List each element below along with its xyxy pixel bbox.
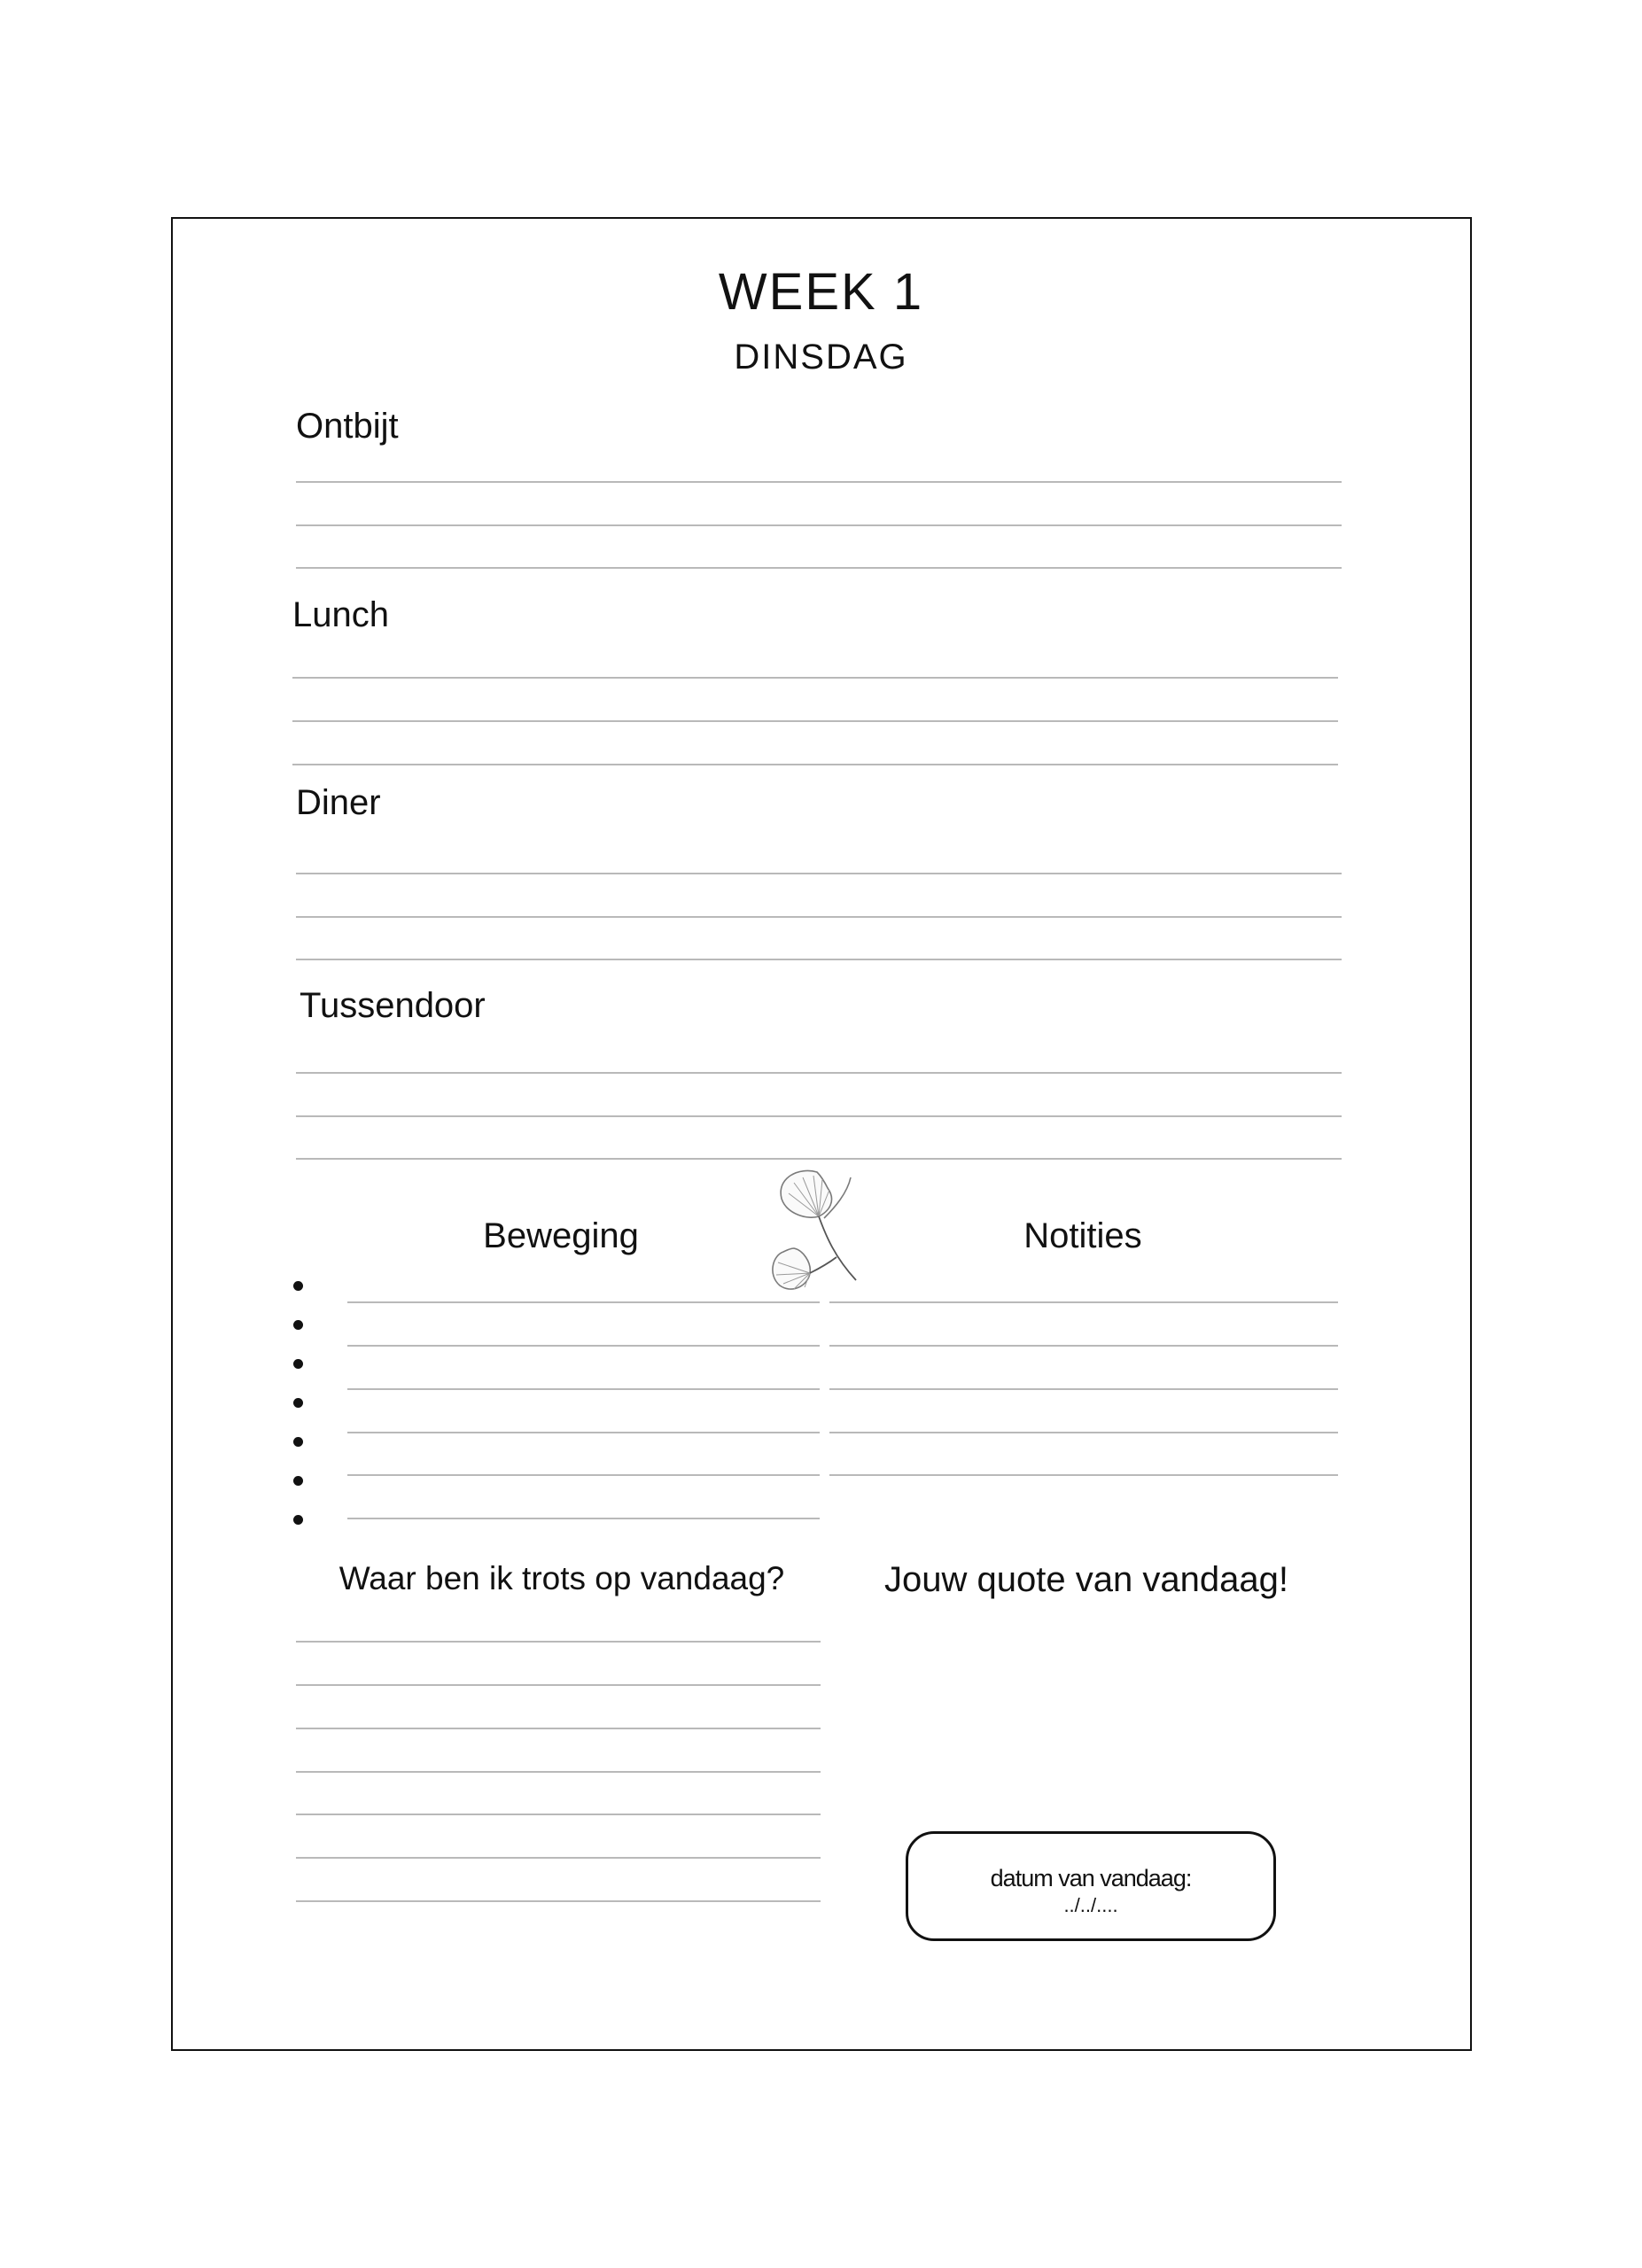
- breakfast-line-3[interactable]: [296, 567, 1342, 569]
- movement-bullet: [293, 1398, 303, 1408]
- movement-line-4[interactable]: [347, 1432, 820, 1433]
- notes-heading: Notities: [1023, 1216, 1142, 1255]
- proud-line-1[interactable]: [296, 1641, 821, 1643]
- notes-line-4[interactable]: [829, 1432, 1338, 1433]
- quote-heading: Jouw quote van vandaag!: [884, 1560, 1288, 1599]
- movement-bullet: [293, 1281, 303, 1291]
- snacks-line-1[interactable]: [296, 1072, 1342, 1074]
- ginkgo-leaf-icon: [764, 1165, 863, 1298]
- page-title: WEEK 1: [718, 263, 924, 321]
- lunch-line-3[interactable]: [292, 764, 1338, 765]
- snacks-line-3[interactable]: [296, 1158, 1342, 1160]
- proud-line-3[interactable]: [296, 1728, 821, 1729]
- movement-line-5[interactable]: [347, 1474, 820, 1476]
- movement-bullet: [293, 1437, 303, 1447]
- date-box[interactable]: [906, 1831, 1276, 1941]
- breakfast-label: Ontbijt: [296, 407, 399, 446]
- lunch-line-2[interactable]: [292, 720, 1338, 722]
- date-label: datum van vandaag:: [990, 1865, 1192, 1891]
- proud-line-7[interactable]: [296, 1900, 821, 1902]
- lunch-line-1[interactable]: [292, 677, 1338, 679]
- proud-heading: Waar ben ik trots op vandaag?: [339, 1560, 785, 1596]
- dinner-label: Diner: [296, 783, 381, 822]
- proud-line-4[interactable]: [296, 1771, 821, 1773]
- proud-line-2[interactable]: [296, 1684, 821, 1686]
- movement-bullet: [293, 1515, 303, 1525]
- quote-area[interactable]: [838, 1621, 1335, 1798]
- page-subtitle: DINSDAG: [734, 338, 908, 377]
- snacks-line-2[interactable]: [296, 1115, 1342, 1117]
- notes-line-5[interactable]: [829, 1474, 1338, 1476]
- notes-line-3[interactable]: [829, 1388, 1338, 1390]
- proud-line-5[interactable]: [296, 1814, 821, 1815]
- movement-line-1[interactable]: [347, 1301, 820, 1303]
- dinner-line-1[interactable]: [296, 873, 1342, 874]
- movement-bullet: [293, 1320, 303, 1330]
- movement-line-2[interactable]: [347, 1345, 820, 1347]
- dinner-line-2[interactable]: [296, 916, 1342, 918]
- movement-bullet: [293, 1359, 303, 1369]
- movement-line-6[interactable]: [347, 1518, 820, 1519]
- movement-heading: Beweging: [483, 1216, 639, 1255]
- snacks-label: Tussendoor: [300, 986, 486, 1025]
- movement-bullet: [293, 1476, 303, 1486]
- lunch-label: Lunch: [292, 595, 389, 634]
- dinner-line-3[interactable]: [296, 959, 1342, 960]
- breakfast-line-2[interactable]: [296, 524, 1342, 526]
- movement-line-3[interactable]: [347, 1388, 820, 1390]
- notes-line-2[interactable]: [829, 1345, 1338, 1347]
- date-placeholder: ../../....: [1063, 1894, 1118, 1916]
- notes-line-1[interactable]: [829, 1301, 1338, 1303]
- proud-line-6[interactable]: [296, 1857, 821, 1859]
- breakfast-line-1[interactable]: [296, 481, 1342, 483]
